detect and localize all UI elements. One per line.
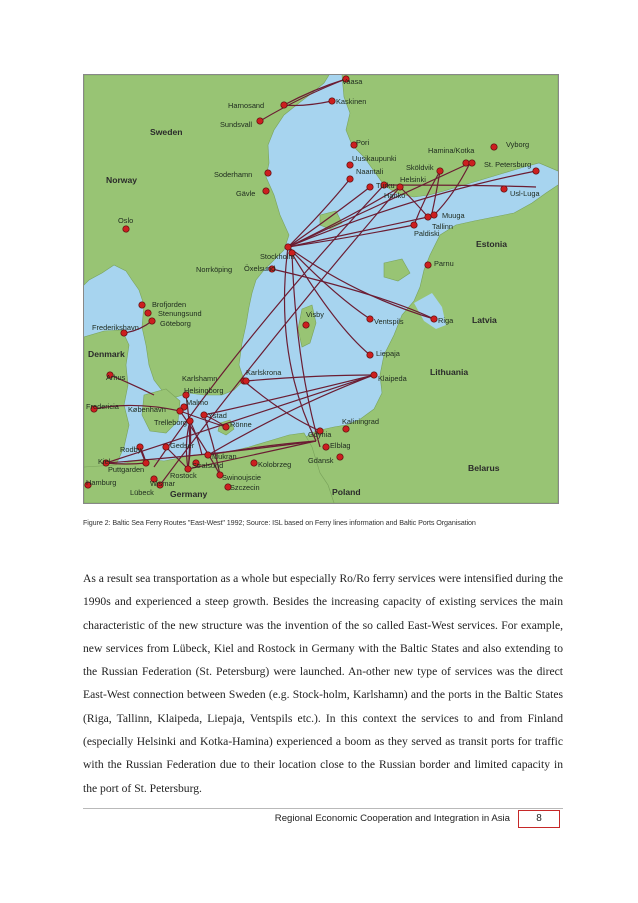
- port-helsingborg-label: Helsingborg: [184, 386, 224, 395]
- country-poland: Poland: [332, 487, 361, 497]
- port-kaliningrad-label: Kaliningrad: [342, 417, 379, 426]
- port-gdynia-label: Gdynia: [308, 430, 332, 439]
- port-gdansk-dot: [337, 454, 343, 460]
- port-gavle-dot: [263, 188, 269, 194]
- port-oxelosund-label: Öxelsund: [244, 264, 276, 273]
- port-harnosand-dot: [281, 102, 287, 108]
- port-naantali-dot: [347, 176, 353, 182]
- port-vaasa-label: Vaasa: [342, 77, 363, 86]
- port-soderhamn-label: Soderhamn: [214, 170, 253, 179]
- port-arhus-label: Arhus: [106, 373, 126, 382]
- country-latvia: Latvia: [472, 315, 497, 325]
- port-naantali-label: Naantali: [356, 167, 384, 176]
- port-st-petersburg-dot: [533, 168, 539, 174]
- port-turku-dot: [367, 184, 373, 190]
- footer-title: Regional Economic Cooperation and Integration in Asia: [274, 813, 510, 824]
- ferry-route-map: [83, 74, 559, 504]
- port-uusikaupunki-label: Uusikaupunki: [352, 154, 397, 163]
- port-stenungsund-label: Stenungsund: [158, 309, 202, 318]
- port-stockholm-label: Stockholm: [260, 252, 295, 261]
- port-skoldvik-dot: [437, 168, 443, 174]
- port-harnosand-label: Harnosand: [228, 101, 265, 110]
- country-estonia: Estonia: [476, 239, 508, 249]
- port-mukran-dot: [205, 452, 211, 458]
- country-germany: Germany: [170, 489, 208, 499]
- port-paldiski-label: Paldiski: [414, 229, 440, 238]
- port-stralsund-label: Stralsund: [192, 461, 224, 470]
- map-svg: [84, 75, 558, 503]
- port-soderhamn-dot: [265, 170, 271, 176]
- port-sundsvall-label: Sundsvall: [220, 120, 253, 129]
- port-oslo-label: Oslo: [118, 216, 134, 225]
- port-gedser-dot: [163, 444, 169, 450]
- port-malmo-label: Malmo: [186, 398, 209, 407]
- port-karlshamn-label: Karlshamn: [182, 374, 218, 383]
- port-visby-dot: [303, 322, 309, 328]
- port-riga-dot: [431, 316, 437, 322]
- port-elblag-dot: [323, 444, 329, 450]
- port-kiel-label: Kiel: [98, 457, 111, 466]
- port-klaipeda-dot: [371, 372, 377, 378]
- port-ventspils-dot: [367, 316, 373, 322]
- port-hanko-label: Hanko: [384, 191, 406, 200]
- port-oslo-dot: [123, 226, 129, 232]
- port-visby-label: Visby: [306, 310, 324, 319]
- port-parnu-dot: [425, 262, 431, 268]
- port-ronne-label: Rönne: [230, 420, 252, 429]
- port-liepaja-label: Liepaja: [376, 349, 400, 358]
- footer-rule: [83, 808, 563, 809]
- port-swinoujscie-label: Swinoujscie: [222, 473, 262, 482]
- port-st-petersburg-label: St. Petersburg: [484, 160, 532, 169]
- port-puttgarden-label: Puttgarden: [108, 465, 145, 474]
- port-ronne-dot: [223, 424, 229, 430]
- port-stockholm-dot: [285, 244, 291, 250]
- port-pori-label: Pori: [356, 138, 370, 147]
- port-hamina-kotka-label: Hamina/Kotka: [428, 146, 475, 155]
- port-hamburg-label: Hamburg: [86, 478, 117, 487]
- port-gedser-label: Gedser: [170, 441, 195, 450]
- port-kaskinen-label: Kaskinen: [336, 97, 367, 106]
- country-lithuania: Lithuania: [430, 367, 469, 377]
- port-gdansk-label: Gdansk: [308, 456, 334, 465]
- port-stenungsund-dot: [145, 310, 151, 316]
- port-klaipeda-label: Klaipeda: [378, 374, 407, 383]
- port-muuga-label: Muuga: [442, 211, 465, 220]
- port-kobenhavn-dot: [177, 408, 183, 414]
- port-kobenhavn-label: København: [128, 405, 166, 414]
- port-parnu-label: Parnu: [434, 259, 454, 268]
- port-szczecin-label: Szczecin: [230, 483, 260, 492]
- port-tallinn-label: Tallinn: [432, 222, 453, 231]
- port-elblag-label: Elblag: [330, 441, 351, 450]
- port-norrkoping-label: Norrköping: [196, 265, 233, 274]
- port-vyborg-dot: [491, 144, 497, 150]
- port-ust-luga-dot: [501, 186, 507, 192]
- port-rostock-label: Rostock: [170, 471, 197, 480]
- port-hamina-kotka-dot-1: [463, 160, 469, 166]
- port-frederikshavn-label: Frederikshavn: [92, 323, 139, 332]
- port-gavle-label: Gävle: [236, 189, 256, 198]
- country-norway: Norway: [106, 175, 138, 185]
- port-paldiski-dot: [411, 222, 417, 228]
- figure-caption: Figure 2: Baltic Sea Ferry Routes "East-West" 1992; Source: ISL based on Ferry lines information and Baltic Ports Organisation: [83, 518, 476, 527]
- port-kolobrzeg-dot: [251, 460, 257, 466]
- port-brofjorden-dot: [139, 302, 145, 308]
- port-fredericia-label: Fredericia: [86, 402, 119, 411]
- port-rodby-label: Rodby: [120, 445, 142, 454]
- port-tallinn-dot: [425, 214, 431, 220]
- port-helsinki-dot: [397, 184, 403, 190]
- port-ystad-dot: [201, 412, 207, 418]
- port-trelleborg-dot: [187, 418, 193, 424]
- port-lubeck-label: Lübeck: [130, 488, 154, 497]
- port-helsinki-label: Helsinki: [400, 175, 426, 184]
- page-number: 8: [518, 810, 560, 828]
- port-skoldvik-label: Sköldvik: [406, 163, 434, 172]
- country-belarus: Belarus: [468, 463, 500, 473]
- body-paragraph: As a result sea transportation as a whole but especially Ro/Ro ferry services were intensified during the 1990s and experienced a steep growth. Besides the increasing capacity of existing services the main characteristic of the new structure was the invention of the so called East-West services. For example, new services from Lübeck, Kiel and Rostock in Germany with the Baltic States and also extending to the Russian Federation (St. Petersburg) were launched. An-other new type of services was the direct East-West connection between Sweden (e.g. Stock-holm, Karlshamn) and the ports in the Baltic States (Riga, Tallinn, Klaipeda, Liepaja, Ventspils etc.). In this context the services to and from Finland (especially Helsinki and Kotka-Hamina) experienced a boom as they served as transit ports for traffic with the Russian Federation due to their location close to the Russian border and limited capacity in the port of St. Petersburg.: [83, 572, 563, 795]
- port-ust-luga-label: Usl-Luga: [510, 189, 540, 198]
- port-wismar-label: Wismar: [150, 479, 176, 488]
- port-karlskrona-label: Karlskrona: [246, 368, 282, 377]
- port-goteborg-label: Göteborg: [160, 319, 191, 328]
- port-liepaja-dot: [367, 352, 373, 358]
- port-goteborg-dot: [149, 318, 155, 324]
- port-ventspils-label: Ventspils: [374, 317, 404, 326]
- country-sweden: Sweden: [150, 127, 183, 137]
- port-kaskinen-dot: [329, 98, 335, 104]
- port-kaliningrad-dot: [343, 426, 349, 432]
- port-ystad-label: Ystad: [208, 411, 227, 420]
- port-karlshamn-dot: [243, 378, 249, 384]
- port-trelleborg-label: Trelleborg: [154, 418, 187, 427]
- port-hamina-kotka-dot-2: [469, 160, 475, 166]
- country-denmark: Denmark: [88, 349, 125, 359]
- port-brofjorden-label: Brofjorden: [152, 300, 187, 309]
- port-riga-label: Riga: [438, 316, 454, 325]
- port-turku-label: Turku: [376, 181, 395, 190]
- port-muuga-dot: [431, 212, 437, 218]
- port-vyborg-label: Vyborg: [506, 140, 530, 149]
- port-mukran-label: Mukran: [212, 452, 237, 461]
- port-sundsvall-dot: [257, 118, 263, 124]
- port-kolobrzeg-label: Kolobrzeg: [258, 460, 292, 469]
